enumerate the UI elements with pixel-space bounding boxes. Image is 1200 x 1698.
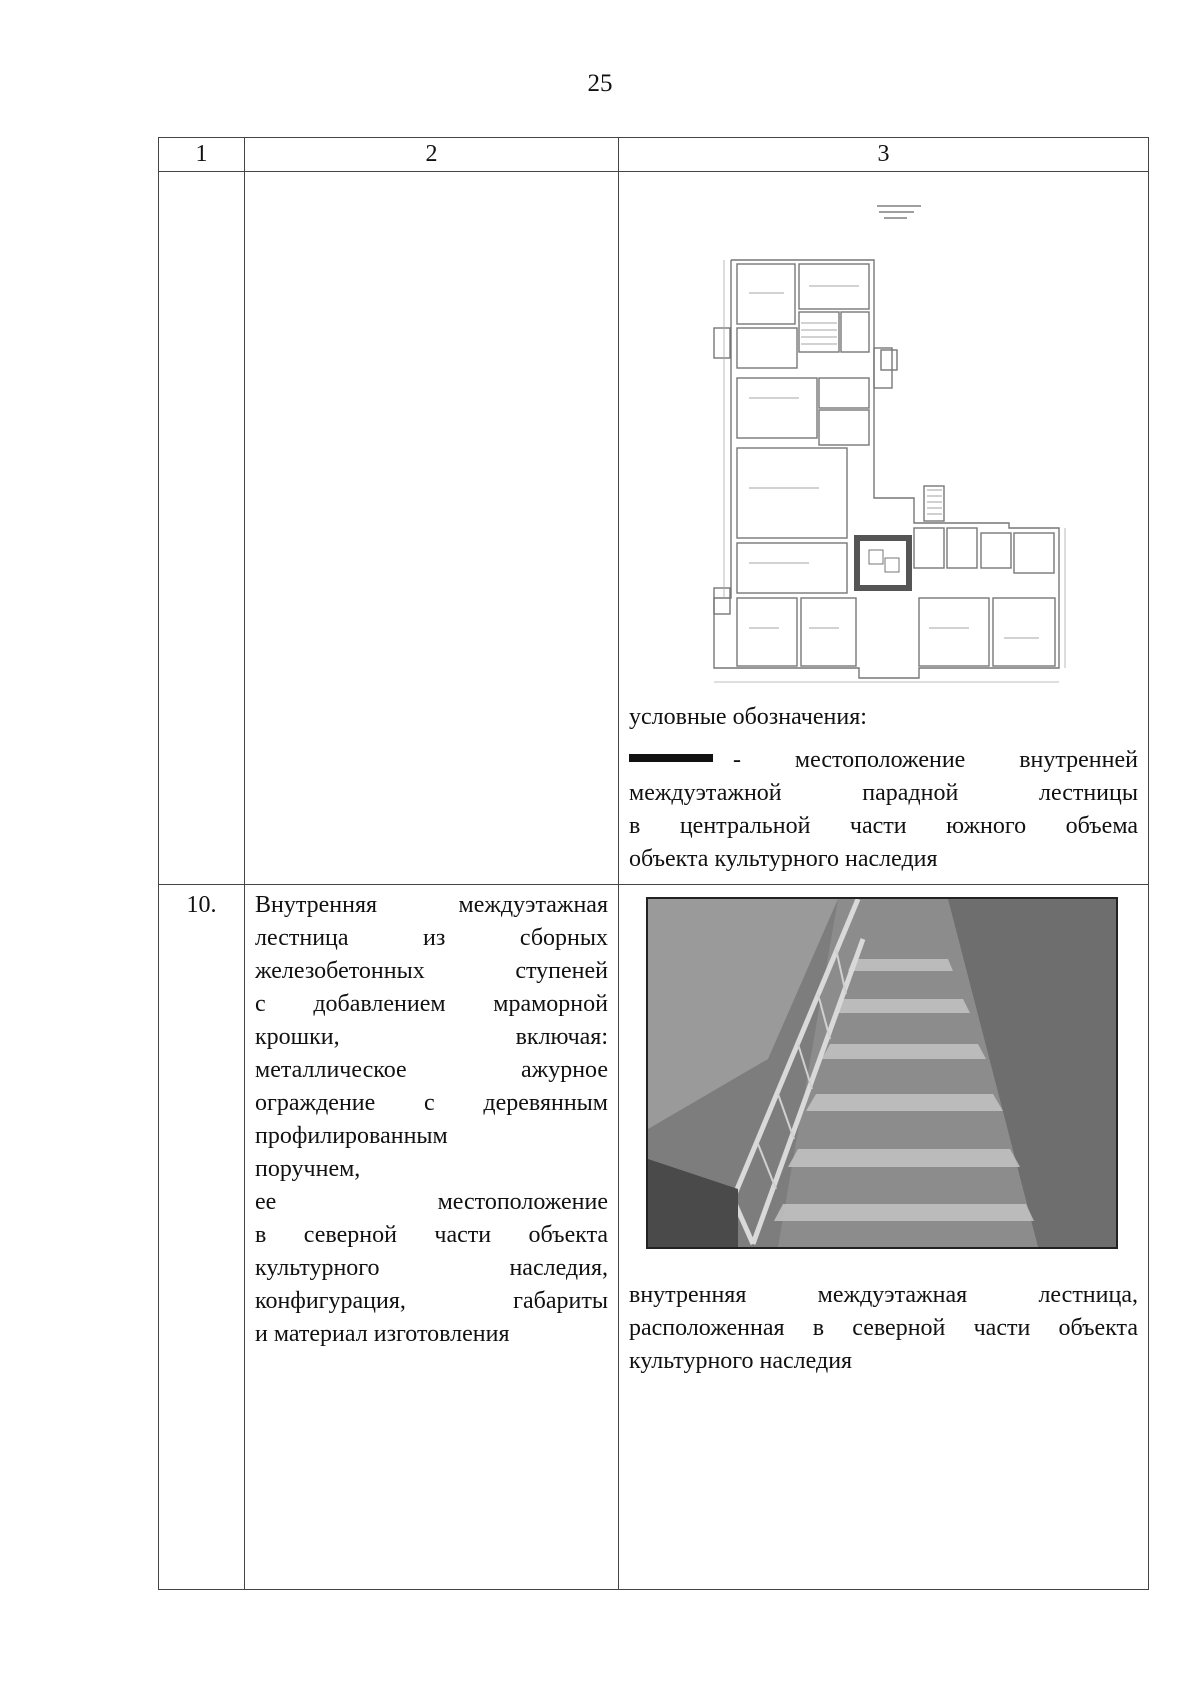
floor-plan-drawing (709, 198, 1079, 688)
row2-illustration-cell (619, 885, 1149, 1590)
staircase-photo-drawing (648, 899, 1116, 1247)
legend-description: - местоположение внутренней междуэтажной парадной лестницы в центральной части южного объема объекта культурного наследия (629, 747, 1138, 872)
header-col-2: 2 (245, 138, 619, 172)
row1-description-cell (245, 172, 619, 885)
row2-description: Внутренняя междуэтажная лестница из сборных железобетонных ступеней с добавлением мраморной крошки, включая: металлическое ажурное ограждение с деревянным профилированным поручнем, ее местоположение в северной части объекта культурного наследия, конфигурация, габариты и материал изготовления (245, 885, 619, 1590)
legend-title: условные обозначения: (629, 704, 867, 730)
document-table (158, 137, 1149, 1590)
table-row (159, 885, 1149, 1590)
staircase-photo (646, 897, 1118, 1249)
row1-illustration-cell (619, 172, 1149, 885)
legend-line-swatch (629, 754, 713, 762)
header-col-1: 1 (159, 138, 245, 172)
photo-caption: внутренняя междуэтажная лестница, расположенная в северной части объекта культурного наследия (629, 1282, 1138, 1374)
table-row (159, 172, 1149, 885)
row2-number: 10. (159, 885, 245, 1590)
floor-plan-image (629, 172, 1138, 697)
table-header-row (159, 138, 1149, 172)
row1-number-cell (159, 172, 245, 885)
header-col-3: 3 (619, 138, 1149, 172)
page-number: 25 (587, 70, 613, 97)
